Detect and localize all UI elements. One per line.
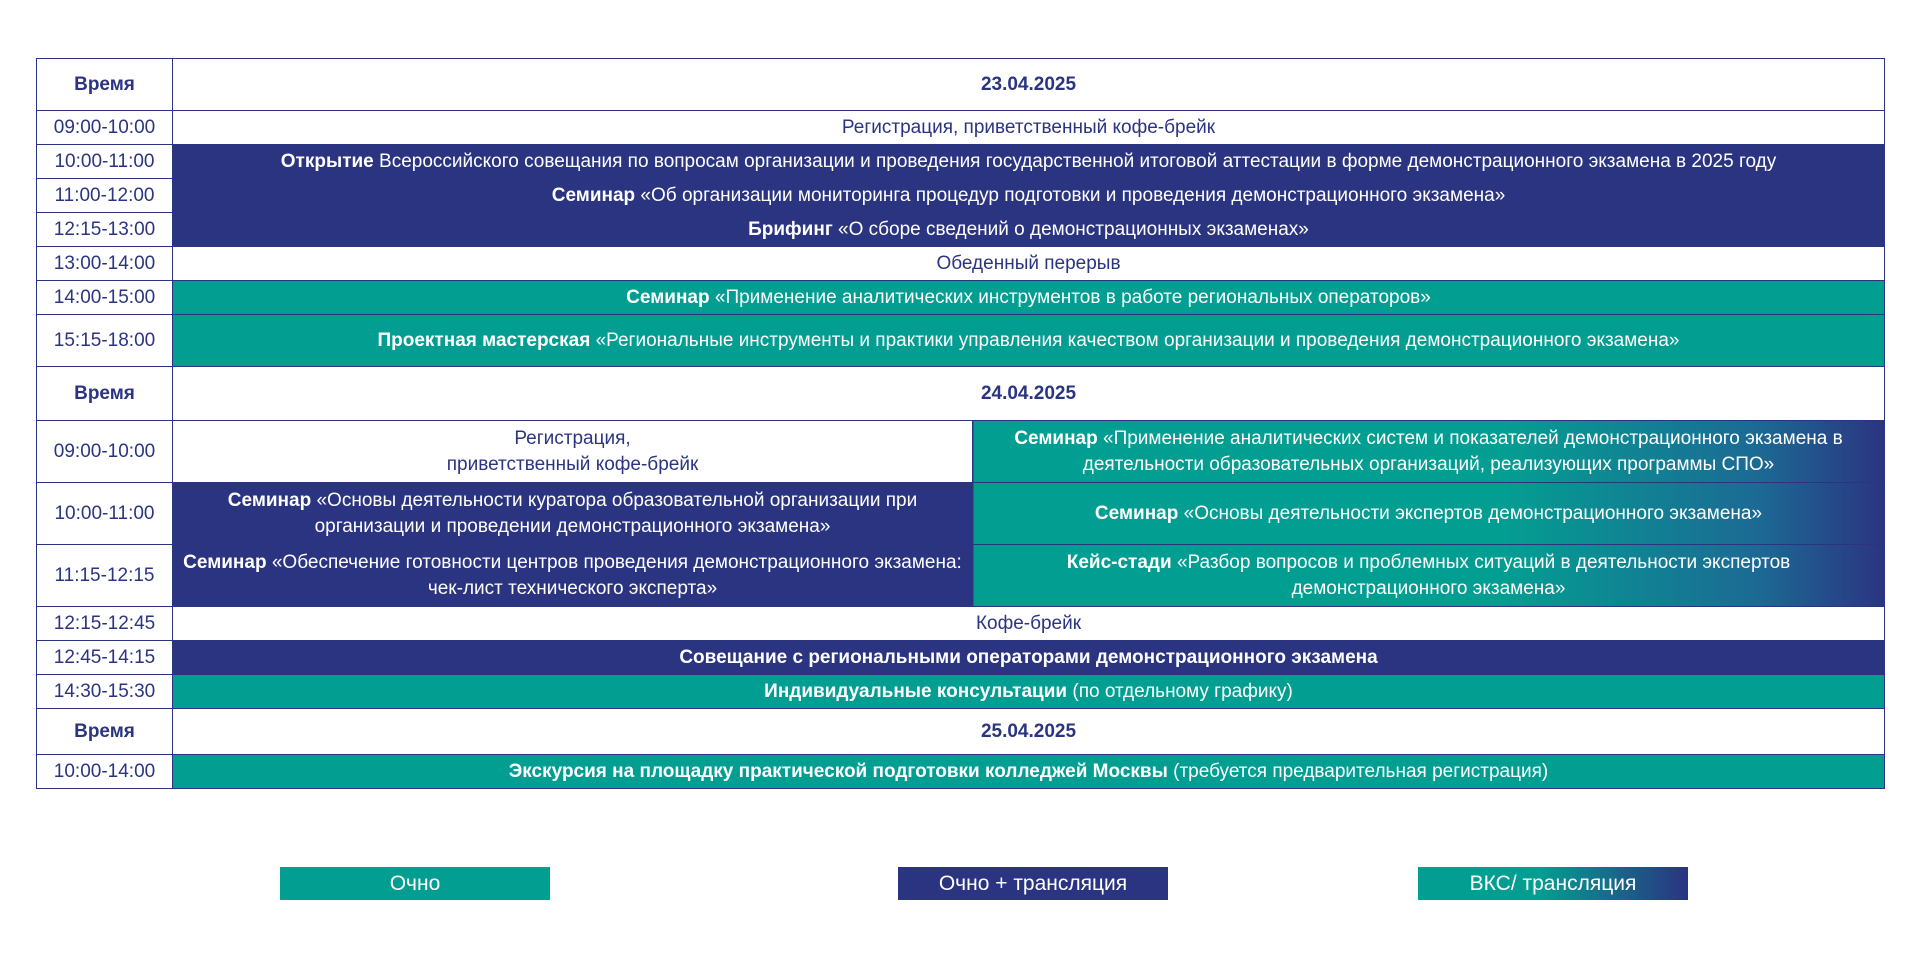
day-header-row [37, 59, 1885, 111]
table-row [37, 247, 1885, 281]
legend-in-person: Очно [280, 867, 550, 900]
event-cell-right: Семинар «Основы деятельности экспертов демонстрационного экзамена» [973, 483, 1885, 545]
event-cell: Кофе-брейк [173, 607, 1885, 641]
time-cell: 10:00-11:00 [37, 145, 173, 179]
time-cell: 10:00-14:00 [37, 755, 173, 789]
time-cell: 11:15-12:15 [37, 545, 173, 607]
schedule-table [36, 58, 1885, 789]
event-cell: Экскурсия на площадку практической подготовки колледжей Москвы (требуется предварительная регистрация) [173, 755, 1885, 789]
time-header: Время [37, 367, 173, 421]
day-date: 24.04.2025 [173, 367, 1885, 421]
event-cell-left: Регистрация, приветственный кофе-брейк [173, 421, 973, 483]
time-cell: 14:00-15:00 [37, 281, 173, 315]
time-cell: 12:45-14:15 [37, 641, 173, 675]
event-cell-right: Кейс-стади «Разбор вопросов и проблемных ситуаций в деятельности экспертов демонстрационного экзамена» [973, 545, 1885, 607]
event-cell-right: Семинар «Применение аналитических систем и показателей демонстрационного экзамена в деятельности образовательных организаций, реализующих программы СПО» [973, 421, 1885, 483]
event-cell: Обеденный перерыв [173, 247, 1885, 281]
day-header-row [37, 709, 1885, 755]
legend-vks-stream: ВКС/ трансляция [1418, 867, 1688, 900]
day-date: 25.04.2025 [173, 709, 1885, 755]
time-cell: 10:00-11:00 [37, 483, 173, 545]
table-row [37, 675, 1885, 709]
time-cell: 12:15-12:45 [37, 607, 173, 641]
table-row [37, 607, 1885, 641]
event-cell: Совещание с региональными операторами демонстрационного экзамена [173, 641, 1885, 675]
table-row [37, 545, 1885, 607]
event-cell: Индивидуальные консультации (по отдельному графику) [173, 675, 1885, 709]
table-row [37, 421, 1885, 483]
table-row [37, 755, 1885, 789]
event-cell: Семинар «Об организации мониторинга процедур подготовки и проведения демонстрационного экзамена» [173, 179, 1885, 213]
event-cell-left: Семинар «Обеспечение готовности центров проведения демонстрационного экзамена: чек-лист технического эксперта» [173, 545, 973, 607]
table-row [37, 483, 1885, 545]
table-row [37, 641, 1885, 675]
table-row [37, 281, 1885, 315]
time-cell: 09:00-10:00 [37, 421, 173, 483]
event-cell: Семинар «Применение аналитических инструментов в работе региональных операторов» [173, 281, 1885, 315]
time-cell: 13:00-14:00 [37, 247, 173, 281]
table-row [37, 145, 1885, 179]
table-row [37, 315, 1885, 367]
time-cell: 14:30-15:30 [37, 675, 173, 709]
time-header: Время [37, 709, 173, 755]
time-cell: 15:15-18:00 [37, 315, 173, 367]
table-row [37, 213, 1885, 247]
legend-in-person-stream: Очно + трансляция [898, 867, 1168, 900]
day-header-row [37, 367, 1885, 421]
time-cell: 09:00-10:00 [37, 111, 173, 145]
time-header: Время [37, 59, 173, 111]
event-cell-left: Семинар «Основы деятельности куратора образовательной организации при организации и проведении демонстрационного экзамена» [173, 483, 973, 545]
time-cell: 11:00-12:00 [37, 179, 173, 213]
event-cell: Брифинг «О сборе сведений о демонстрационных экзаменах» [173, 213, 1885, 247]
event-cell: Регистрация, приветственный кофе-брейк [173, 111, 1885, 145]
day-date: 23.04.2025 [173, 59, 1885, 111]
table-row [37, 179, 1885, 213]
event-cell: Открытие Всероссийского совещания по вопросам организации и проведения государственной итоговой аттестации в форме демонстрационного экзамена в 2025 году [173, 145, 1885, 179]
table-row [37, 111, 1885, 145]
schedule [36, 58, 1884, 789]
time-cell: 12:15-13:00 [37, 213, 173, 247]
event-cell: Проектная мастерская «Региональные инструменты и практики управления качеством организации и проведения демонстрационного экзамена» [173, 315, 1885, 367]
